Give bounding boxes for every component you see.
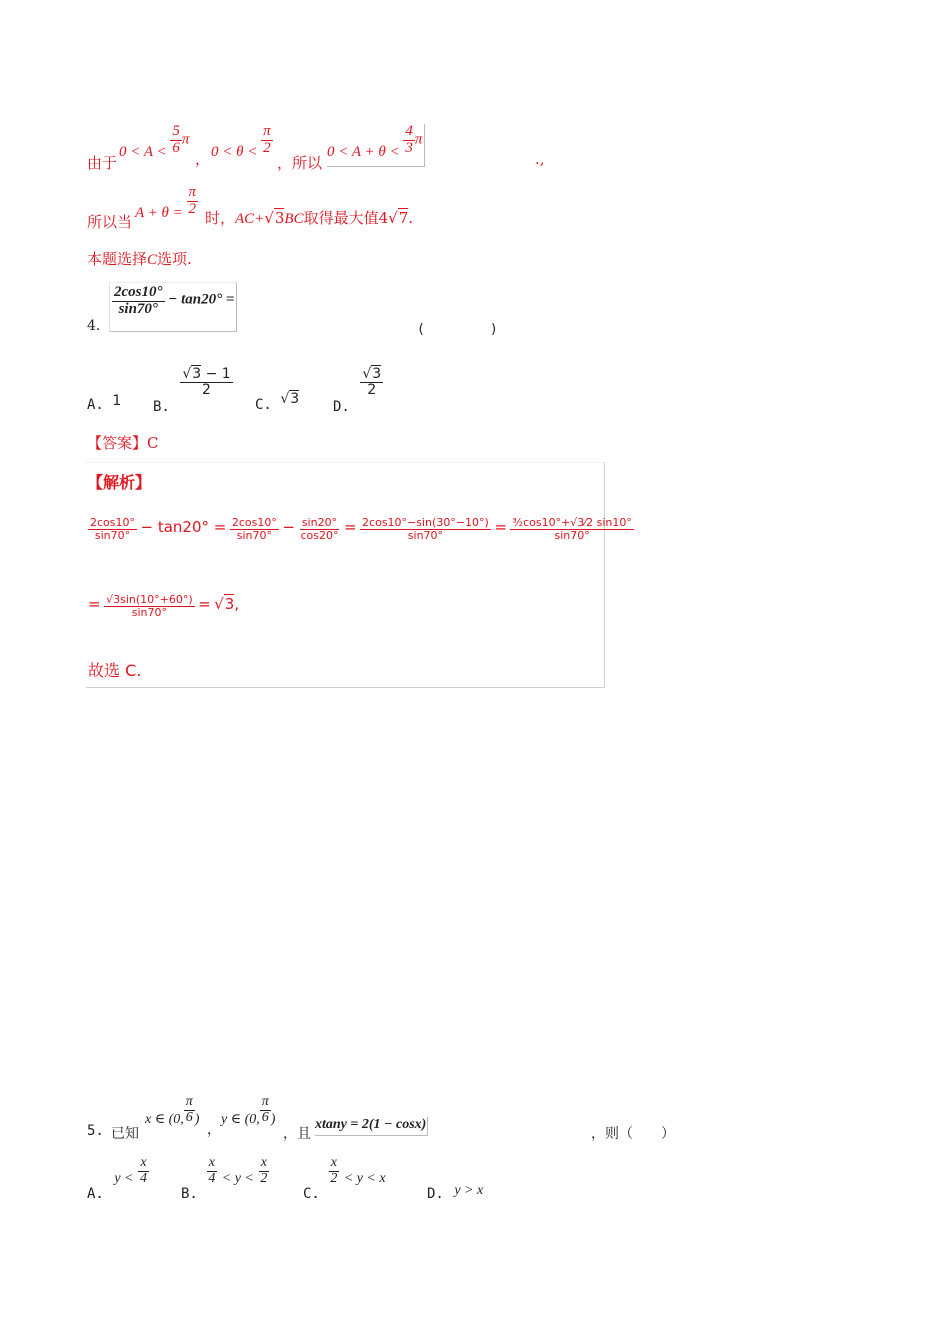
q5-option-c-den: 2	[330, 1170, 338, 1186]
a1-t3: =	[343, 518, 357, 537]
max-coef: 4	[378, 209, 389, 227]
cond3-lhs: 0 < A + θ <	[327, 143, 400, 160]
a1-fraction-3	[298, 517, 340, 541]
q4-rest: − tan20° =	[168, 291, 235, 308]
choice-text-a: 本题选择	[87, 250, 148, 268]
q5-option-d	[427, 1182, 484, 1202]
q5-option-c-frac	[328, 1156, 339, 1186]
cond2-lhs: 0 < θ <	[211, 143, 258, 160]
q5-y-close: )	[270, 1112, 276, 1128]
q5-option-b-frac1	[206, 1156, 217, 1186]
analysis-box	[86, 462, 605, 688]
text-suoyi-dang: 所以当	[87, 213, 133, 231]
max-end: .	[408, 209, 414, 227]
text-youyu: 由于	[87, 154, 118, 172]
cond2-num: π	[263, 123, 271, 139]
q5-ze: ，则（ ）	[591, 1126, 675, 1142]
max-expression	[205, 207, 413, 228]
cond3-num: 4	[405, 123, 413, 139]
a1-fraction-5	[510, 517, 633, 541]
q5-option-b-den2: 2	[260, 1170, 268, 1186]
q4-num: 2cos10°	[114, 284, 163, 300]
pi-half-fraction	[187, 185, 199, 218]
a1-f4-num: 2cos10°−sin(30°−10°)	[362, 516, 489, 529]
q4-option-b-sqrt: 3	[192, 366, 202, 382]
q5-yizhi: 已知	[111, 1126, 139, 1142]
q5-comma: ，	[207, 1122, 221, 1138]
choice-text-b: 选项.	[157, 250, 192, 268]
a2-end: ,	[234, 595, 240, 614]
a2-t1: =	[198, 595, 211, 614]
a1-fraction-4	[360, 517, 491, 541]
q4-option-b-rest: − 1	[201, 366, 231, 382]
cond2	[211, 123, 273, 160]
a1-t2: −	[282, 518, 295, 537]
a-theta-lhs: A + θ =	[135, 204, 183, 221]
a1-fraction-2	[230, 517, 279, 541]
q5-y-set-lhs: y ∈ (0,	[221, 1112, 260, 1128]
a1-f3-num: sin20°	[301, 516, 338, 529]
analysis-conclusion: 故选 C.	[88, 661, 142, 680]
q4-option-b	[153, 366, 233, 415]
pi-half-den: 2	[188, 200, 197, 217]
q4-option-c-sqrt: 3	[290, 391, 300, 407]
q4-option-d-den: 2	[367, 381, 377, 398]
choice-letter: C	[147, 252, 158, 268]
q4-expression	[109, 282, 237, 332]
sqrt7-symbol: √	[388, 209, 398, 227]
a1-fraction-1	[88, 517, 137, 541]
text-shi: 时，	[205, 209, 236, 227]
a2-sqrt: √3	[214, 595, 235, 614]
q5-y-pi-frac	[260, 1095, 271, 1125]
q4-option-a	[87, 393, 122, 413]
text-suoyi: ，所以	[277, 154, 323, 172]
sqrt3-symbol: √	[264, 209, 274, 227]
a1-f1-num: 2cos10°	[90, 516, 136, 529]
q5-option-a-frac	[138, 1156, 149, 1186]
a1-t1: − tan20° =	[140, 518, 227, 537]
cond1	[119, 123, 190, 160]
q5-option-b-mid: < y <	[221, 1171, 254, 1186]
q5-option-a	[87, 1155, 149, 1202]
q5-options	[87, 1156, 507, 1206]
expr-sqrt3: 3	[274, 209, 285, 227]
q4-option-c	[255, 391, 300, 413]
cond3	[327, 124, 425, 167]
q5-option-d-value: y > x	[454, 1183, 484, 1198]
q5-x-pi-frac	[184, 1095, 195, 1125]
q4-option-a-value: 1	[112, 393, 122, 409]
q4-option-c-label: C.	[255, 397, 272, 413]
q5-option-a-num: x	[140, 1155, 147, 1170]
q5-x-close: )	[194, 1112, 200, 1128]
pi-half-num: π	[188, 184, 197, 200]
q5-option-c-rest: < y < x	[343, 1171, 386, 1186]
q5-option-a-label: A.	[87, 1186, 104, 1202]
q5-option-a-lhs: y <	[114, 1171, 134, 1186]
a1-f2-num: 2cos10°	[231, 516, 277, 529]
q5-option-b	[181, 1155, 269, 1202]
q4-den: sin70°	[118, 300, 158, 317]
a-theta-eq	[135, 184, 198, 221]
cond3-pi: π	[414, 131, 423, 148]
cond1-den: 6	[172, 139, 180, 156]
comma: ，	[195, 150, 211, 168]
q4-option-d-sqrt: 3	[372, 366, 382, 382]
a2-sqrt-value: 3	[224, 595, 235, 614]
end-punct: .,	[535, 150, 545, 168]
cond1-num: 5	[172, 123, 180, 139]
analysis-title: 【解析】	[87, 473, 152, 492]
q5-option-b-num2: x	[260, 1155, 267, 1170]
analysis-line-2	[88, 594, 239, 618]
q5-option-b-num1: x	[208, 1155, 215, 1170]
q4-answer: 【答案】C	[87, 434, 159, 452]
q5-x-pi-num: π	[185, 1094, 193, 1109]
q5-option-b-label: B.	[181, 1186, 198, 1202]
cond2-fraction	[261, 124, 273, 157]
a1-f5-num: ³⁄₂cos10°+√3⁄2 sin10°	[512, 516, 632, 529]
q5-option-d-label: D.	[427, 1186, 444, 1202]
q4-option-b-den: 2	[202, 381, 211, 398]
cond3-den: 3	[405, 139, 413, 156]
expr-ac: AC+	[235, 211, 265, 227]
a1-f2-den: sin70°	[236, 528, 272, 542]
cond1-fraction	[170, 124, 182, 157]
q4-fraction	[112, 285, 165, 318]
q5-option-c-label: C.	[303, 1186, 320, 1202]
q5-option-b-den1: 4	[208, 1170, 216, 1186]
q4-option-b-num: √3 − 1	[182, 366, 231, 382]
q4-option-d	[333, 366, 383, 415]
max-sqrt7: 7	[398, 209, 409, 227]
cond1-pi: π	[181, 131, 190, 148]
q5-option-c-num: x	[330, 1155, 337, 1170]
a1-f5-den: sin70°	[554, 528, 590, 542]
q4-option-c-value: √3	[280, 391, 300, 407]
q5-number: 5.	[87, 1123, 104, 1139]
q4-option-b-fraction	[180, 367, 232, 397]
cond3-fraction	[403, 124, 415, 157]
q5-x-set-lhs: x ∈ (0,	[145, 1112, 184, 1128]
a2-fraction	[104, 594, 195, 618]
cond1-lhs: 0 < A <	[119, 143, 167, 160]
question-4	[87, 280, 527, 340]
q4-options	[87, 365, 407, 415]
q5-option-c	[303, 1155, 386, 1202]
q5-y-set	[221, 1094, 276, 1128]
a1-t4: =	[494, 518, 507, 537]
a2-f-num: √3sin(10°+60°)	[106, 593, 193, 606]
q5-equation: xtany = 2(1 − cosx)	[315, 1117, 428, 1136]
expr-bc: BC	[284, 211, 304, 227]
a1-f1-den: sin70°	[94, 528, 131, 542]
q4-option-d-fraction	[360, 367, 383, 397]
q4-option-b-label: B.	[153, 399, 170, 415]
q5-x-pi-den: 6	[185, 1109, 193, 1125]
a1-f3-den: cos20°	[300, 528, 339, 542]
analysis-line-1	[88, 517, 634, 541]
choice-line	[87, 248, 192, 269]
q5-qie: ，且	[283, 1126, 311, 1142]
q4-answer-paren: ( )	[417, 322, 498, 337]
q5-y-pi-den: 6	[261, 1109, 269, 1125]
text-max: 取得最大值	[303, 209, 379, 227]
q4-option-d-label: D.	[333, 399, 350, 415]
a1-f4-den: sin70°	[407, 528, 444, 542]
q4-number: 4.	[87, 318, 101, 334]
a2-t0: =	[88, 595, 101, 614]
q4-option-d-num: √3	[362, 366, 382, 382]
q5-y-pi-num: π	[261, 1094, 269, 1109]
question-5	[87, 1095, 707, 1147]
q4-option-a-label: A.	[87, 397, 104, 413]
cond2-den: 2	[263, 139, 271, 156]
q5-option-b-frac2	[258, 1156, 269, 1186]
a2-f-den: sin70°	[131, 605, 167, 619]
q5-x-set	[145, 1094, 200, 1128]
q5-option-a-den: 4	[139, 1170, 147, 1186]
